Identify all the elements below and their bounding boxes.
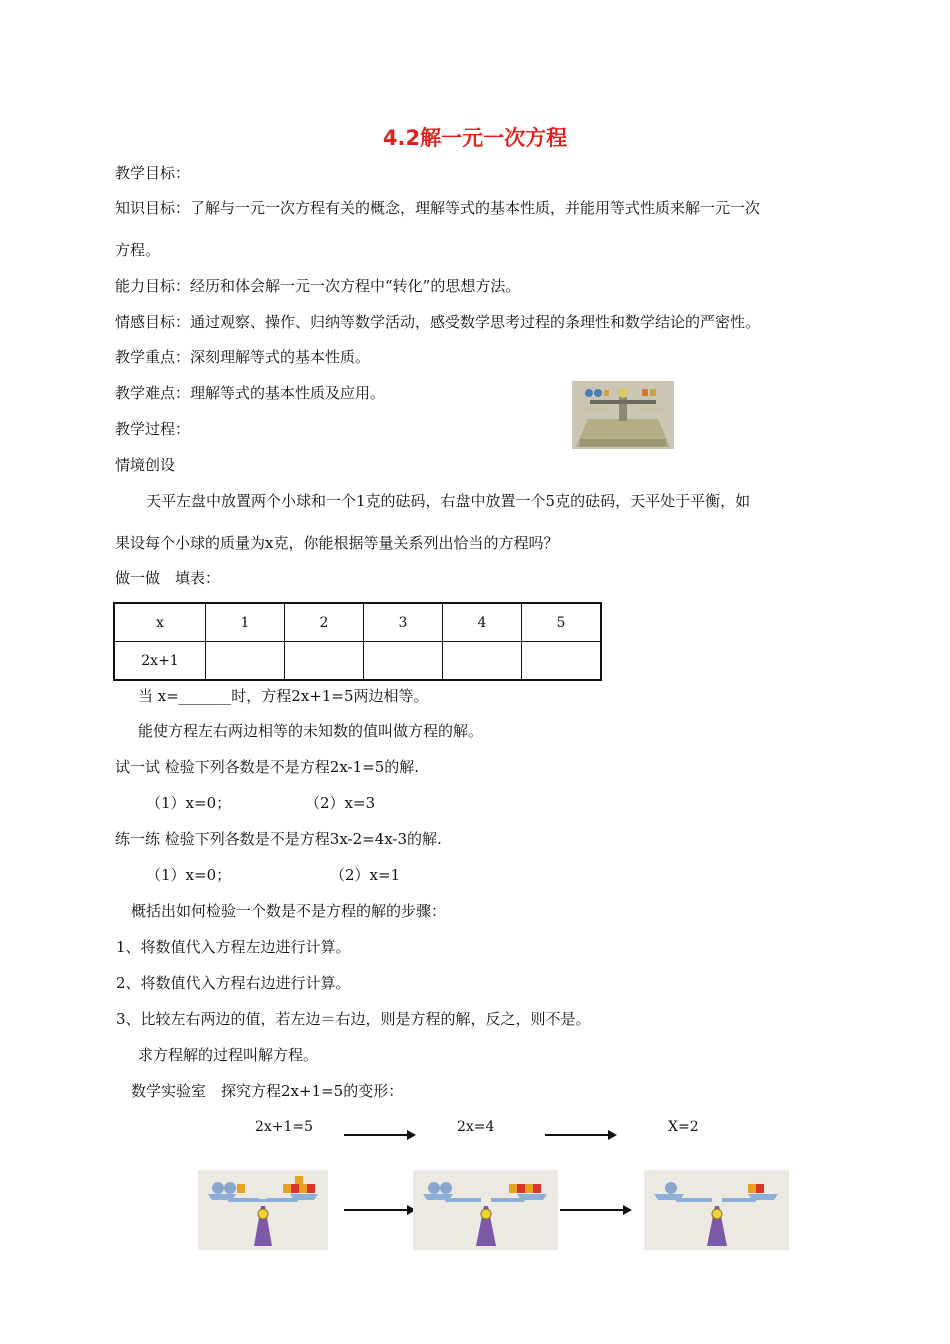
ability-goal: 能力目标：经历和体会解一元一次方程中“转化”的思想方法。	[115, 277, 521, 295]
table-input-cell[interactable]	[522, 642, 602, 681]
solve-equation-definition: 求方程解的过程叫解方程。	[138, 1046, 319, 1064]
table-input-cell[interactable]	[443, 642, 522, 681]
do-it-heading: 做一做 填表：	[115, 569, 221, 587]
equation-step-1: 2x+1=5	[255, 1119, 314, 1135]
table-cell: 2x+1	[114, 642, 206, 681]
equation-step-3: X=2	[668, 1119, 699, 1135]
when-equal-line: 当 x=_______时，方程2x+1=5两边相等。	[138, 687, 429, 705]
fill-in-table	[113, 602, 602, 681]
scenario-paragraph-line-1: 天平左盘中放置两个小球和一个1克的砝码，右盘中放置一个5克的砝码，天平处于平衡，如	[146, 492, 751, 510]
equation-step-2: 2x=4	[457, 1119, 495, 1135]
table-row	[114, 642, 601, 681]
scenario-paragraph-line-2: 果设每个小球的质量为x克，你能根据等量关系列出恰当的方程吗？	[115, 534, 559, 552]
step-1: 1、将数值代入方程左边进行计算。	[116, 938, 351, 956]
summary-heading: 概括出如何检验一个数是不是方程的解的步骤：	[131, 902, 447, 920]
emotion-goal: 情感目标：通过观察、操作、归纳等数学活动，感受数学思考过程的条理性和数学结论的严密性。	[115, 313, 761, 331]
table-input-cell[interactable]	[285, 642, 364, 681]
solution-definition: 能使方程左右两边相等的未知数的值叫做方程的解。	[138, 722, 484, 740]
teaching-key-point: 教学重点：深刻理解等式的基本性质。	[115, 348, 371, 366]
table-cell: 3	[364, 603, 443, 642]
balance-scale-diagram-1-icon	[198, 1170, 328, 1250]
math-lab-line: 数学实验室 探究方程2x+1=5的变形：	[131, 1082, 404, 1100]
knowledge-goal-line-2: 方程。	[115, 241, 161, 259]
table-cell: 5	[522, 603, 602, 642]
teaching-process-heading: 教学过程：	[115, 420, 191, 438]
table-cell: 4	[443, 603, 522, 642]
step-2: 2、将数值代入方程右边进行计算。	[116, 974, 351, 992]
scenario-heading: 情境创设	[115, 456, 176, 474]
balance-scale-photo-icon	[572, 381, 674, 449]
practice-option-1: （1）x=0；	[146, 866, 232, 884]
table-cell: 2	[285, 603, 364, 642]
table-cell: 1	[206, 603, 285, 642]
knowledge-goal-line-1: 知识目标：了解与一元一次方程有关的概念，理解等式的基本性质，并能用等式性质来解一元一次	[115, 199, 761, 217]
arrow-icon	[344, 1209, 414, 1211]
try-it-option-1: （1）x=0；	[146, 794, 232, 812]
balance-scale-diagram-3-icon	[644, 1170, 789, 1250]
table-header-row	[114, 603, 601, 642]
table-input-cell[interactable]	[206, 642, 285, 681]
goals-heading: 教学目标：	[115, 164, 191, 182]
practice-option-2: （2）x=1	[330, 866, 401, 884]
arrow-icon	[545, 1134, 615, 1136]
step-3: 3、比较左右两边的值，若左边＝右边，则是方程的解，反之，则不是。	[116, 1010, 591, 1028]
arrow-icon	[344, 1134, 414, 1136]
table-input-cell[interactable]	[364, 642, 443, 681]
table-cell: x	[114, 603, 206, 642]
try-it-line: 试一试 检验下列各数是不是方程2x-1=5的解.	[115, 758, 420, 776]
page-title: 4.2解一元一次方程	[382, 126, 568, 150]
teaching-difficulty: 教学难点：理解等式的基本性质及应用。	[115, 384, 386, 402]
practice-line: 练一练 检验下列各数是不是方程3x-2=4x-3的解.	[115, 830, 442, 848]
arrow-icon	[560, 1209, 630, 1211]
try-it-option-2: （2）x=3	[305, 794, 376, 812]
balance-scale-diagram-2-icon	[413, 1170, 558, 1250]
